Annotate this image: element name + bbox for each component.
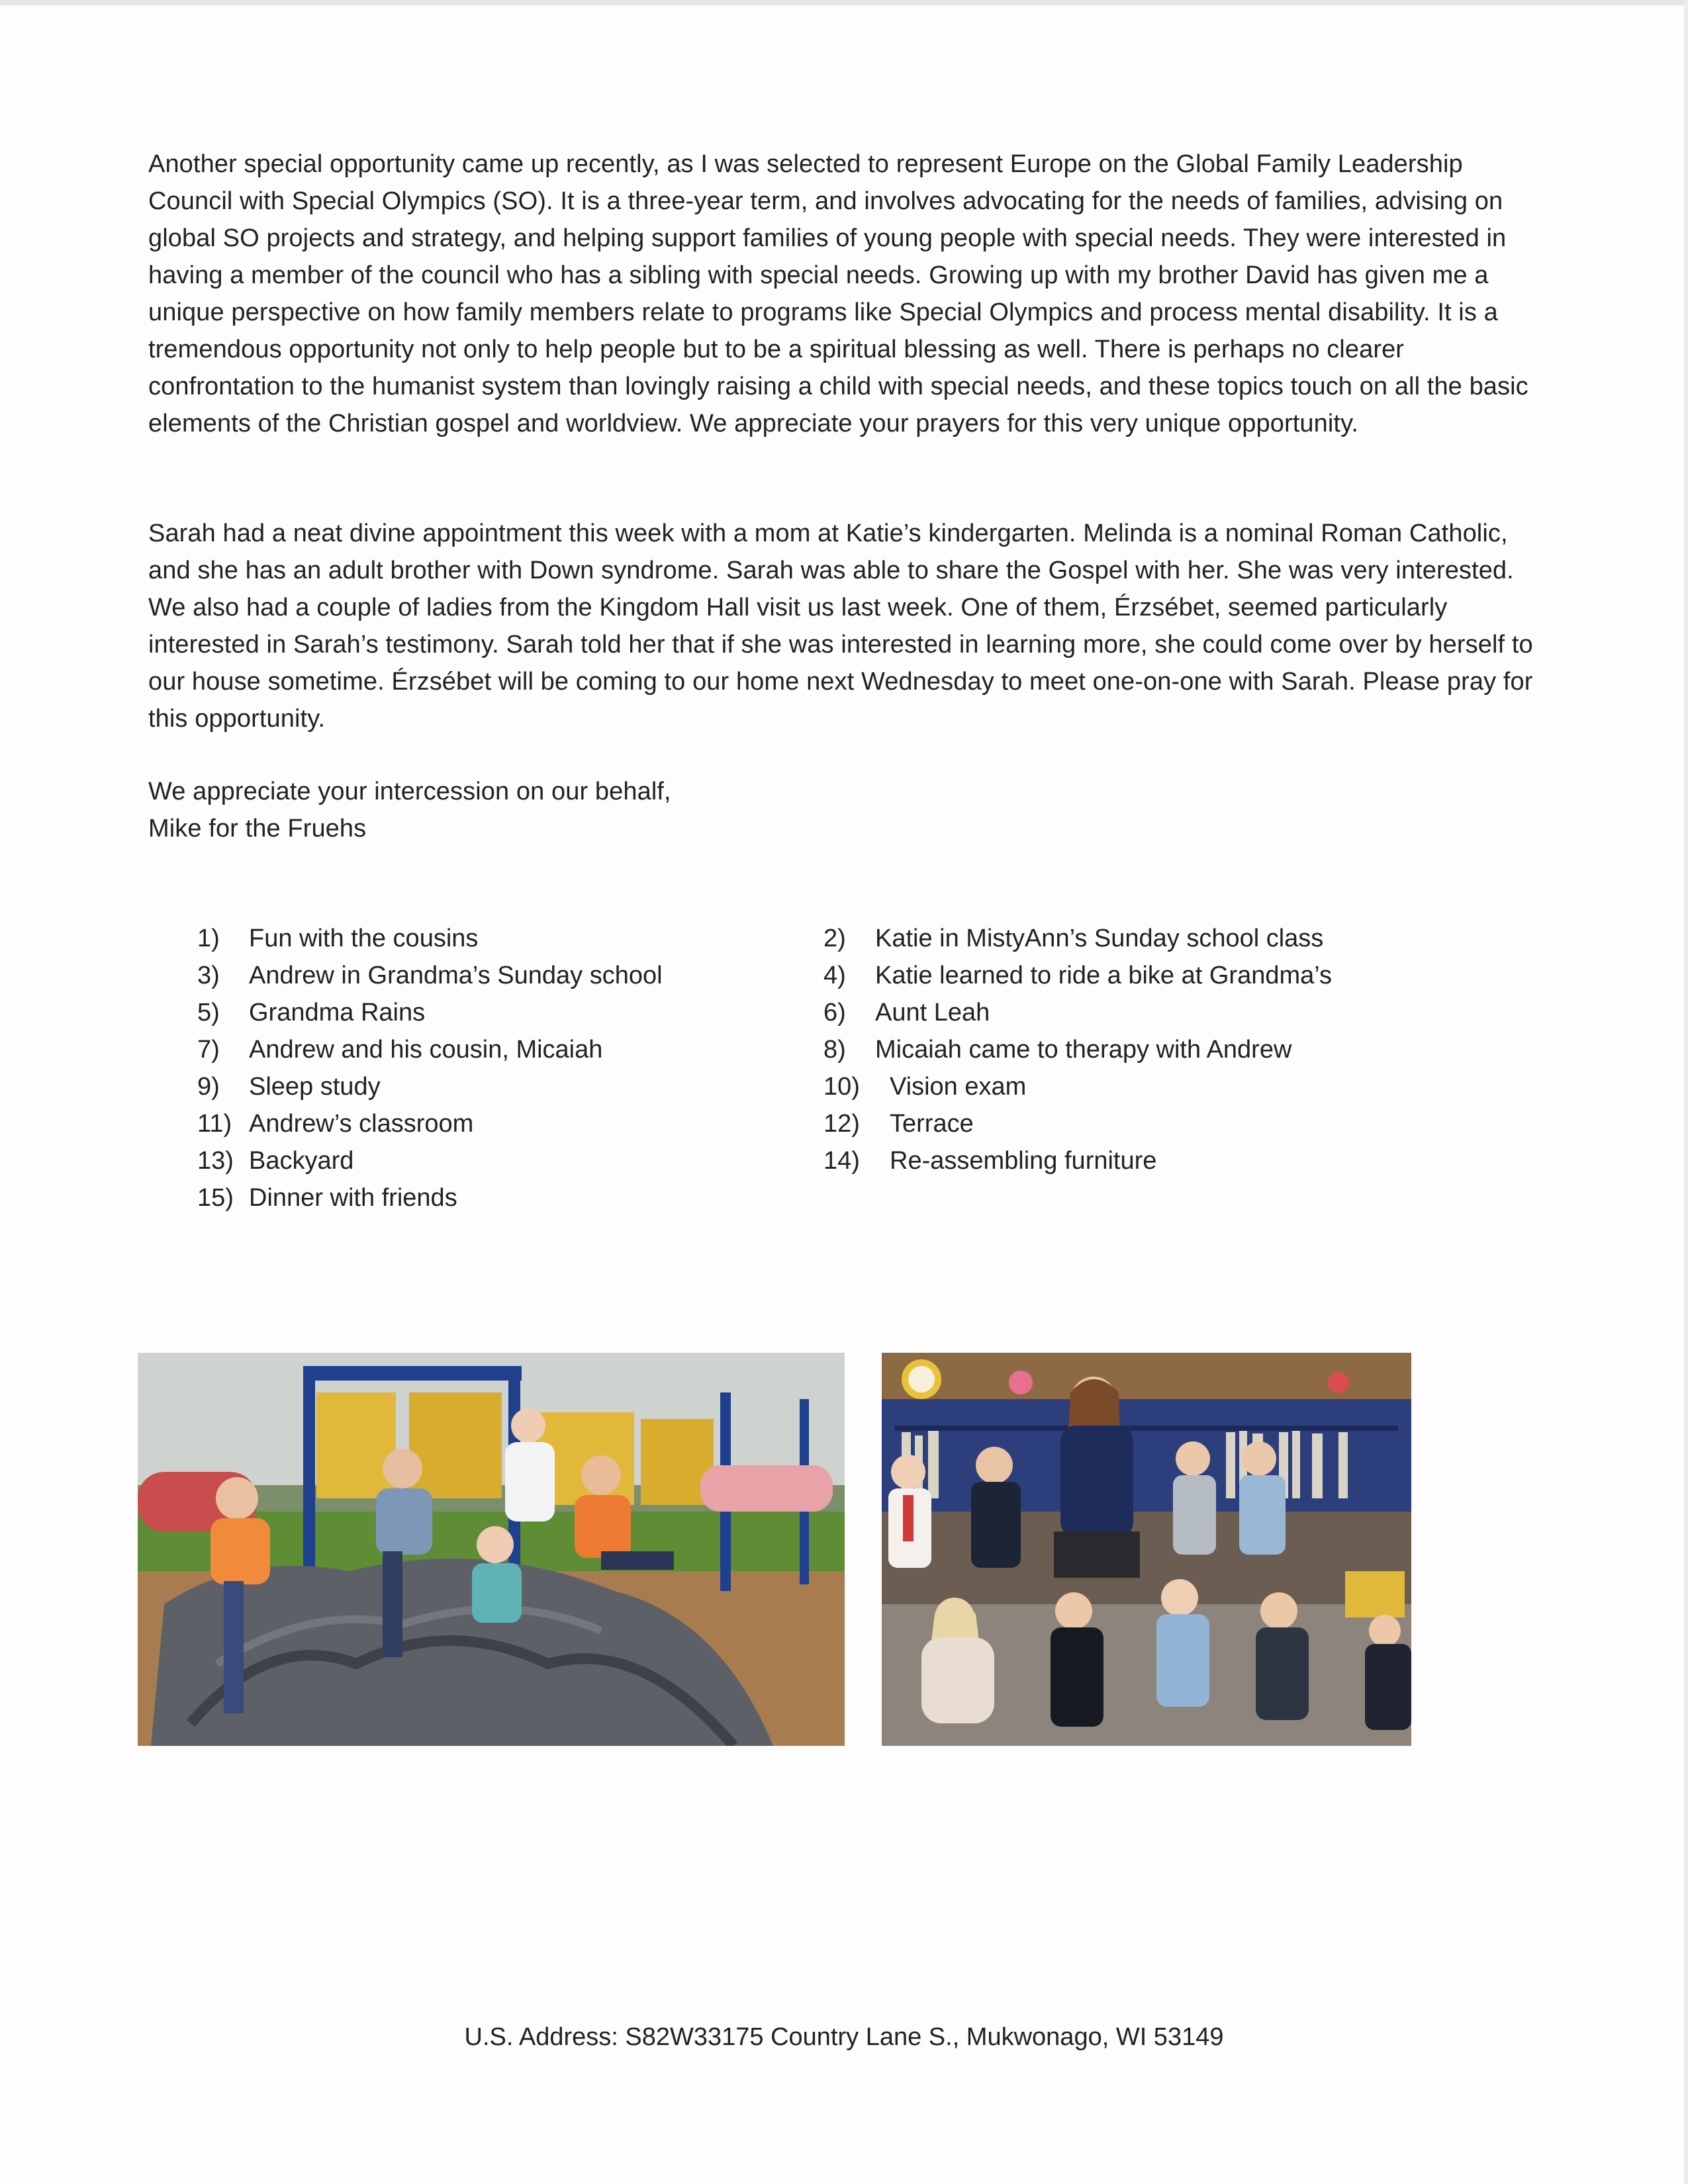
closing-line: We appreciate your intercession on our behalf, [148, 778, 671, 805]
caption-number: 15) [197, 1184, 234, 1212]
caption-text: Dinner with friends [249, 1184, 457, 1212]
caption-item [197, 1179, 806, 1216]
caption-text: Terrace [890, 1110, 974, 1138]
caption-text: Backyard [249, 1147, 354, 1175]
paragraph-appointment: Sarah had a neat divine appointment this week with a mom at Katie’s kindergarten. Melinda is a nominal Roman Catholic, and she has an adult brother with Down syndrome. Sarah was able to share the Gospel with her. She was very interested. We also had a couple of ladies from the Kingdom Hall visit us last week. One of them, Érzsébet, seemed particularly interested in Sarah’s testimony. Sarah told her that if she was interested in learning more, she could come over by herself to our house sometime. Érzsébet will be coming to our home next Wednesday to meet one-on-one with Sarah. Please pray for this opportunity. [148, 520, 1533, 733]
caption-number: 8) [823, 1036, 846, 1064]
caption-text: Fun with the cousins [249, 925, 479, 952]
caption-item [823, 1068, 1485, 1105]
scan-edge-top [0, 0, 1688, 5]
caption-number: 6) [823, 999, 846, 1026]
caption-text: Andrew’s classroom [249, 1110, 474, 1138]
footer-address: U.S. Address: S82W33175 Country Lane S., Mukwonago, WI 53149 [464, 2023, 1224, 2051]
caption-item [197, 1142, 806, 1179]
photo-captions-right [823, 920, 1485, 1179]
caption-text: Vision exam [890, 1073, 1027, 1101]
caption-number: 3) [197, 962, 220, 989]
caption-item [197, 1105, 806, 1142]
photo-classroom [882, 1353, 1411, 1746]
closing-signature [148, 773, 1552, 847]
caption-item [823, 1142, 1485, 1179]
caption-item [197, 994, 806, 1031]
playground-photo-illustration [138, 1353, 845, 1746]
caption-number: 5) [197, 999, 220, 1026]
scan-edge-right [1684, 0, 1688, 2184]
caption-number: 10) [823, 1073, 860, 1101]
caption-text: Micaiah came to therapy with Andrew [875, 1036, 1292, 1064]
caption-number: 9) [197, 1073, 220, 1101]
paragraph-opportunity: Another special opportunity came up recently, as I was selected to represent Europe on the Global Family Leadership Council with Special Olympics (SO). It is a three-year term, and involves advocating for the needs of families, advising on global SO projects and strategy, and helping support families of young people with special needs. They were interested in having a member of the council who has a sibling with special needs. Growing up with my brother David has given me a unique perspective on how family members relate to programs like Special Olympics and process mental disability. It is a tremendous opportunity not only to help people but to be a spiritual blessing as well. There is perhaps no clearer confrontation to the humanist system than lovingly raising a child with special needs, and these topics touch on all the basic elements of the Christian gospel and worldview. We appreciate your prayers for this very unique opportunity. [148, 150, 1528, 437]
caption-text: Re-assembling furniture [890, 1147, 1157, 1175]
caption-text: Andrew in Grandma’s Sunday school [249, 962, 663, 989]
caption-number: 2) [823, 925, 846, 952]
caption-number: 11) [197, 1110, 232, 1138]
caption-number: 7) [197, 1036, 220, 1064]
caption-item [823, 920, 1485, 957]
caption-item [197, 1031, 806, 1068]
caption-text: Katie learned to ride a bike at Grandma’s [875, 962, 1333, 989]
caption-item [823, 1105, 1485, 1142]
caption-item [823, 994, 1485, 1031]
signature-line: Mike for the Fruehs [148, 815, 367, 842]
classroom-photo-illustration [882, 1353, 1411, 1746]
caption-number: 12) [823, 1110, 860, 1138]
caption-item [197, 1068, 806, 1105]
photo-captions-left [197, 920, 806, 1216]
caption-text: Andrew and his cousin, Micaiah [249, 1036, 603, 1064]
caption-item [197, 920, 806, 957]
caption-number: 4) [823, 962, 846, 989]
photo-playground [138, 1353, 845, 1746]
caption-item [823, 957, 1485, 994]
caption-item [197, 957, 806, 994]
caption-text: Aunt Leah [875, 999, 990, 1026]
caption-text: Katie in MistyAnn’s Sunday school class [875, 925, 1324, 952]
caption-text: Sleep study [249, 1073, 381, 1101]
caption-number: 13) [197, 1147, 234, 1175]
caption-text: Grandma Rains [249, 999, 426, 1026]
caption-number: 1) [197, 925, 220, 952]
caption-number: 14) [823, 1147, 860, 1175]
caption-item [823, 1031, 1485, 1068]
